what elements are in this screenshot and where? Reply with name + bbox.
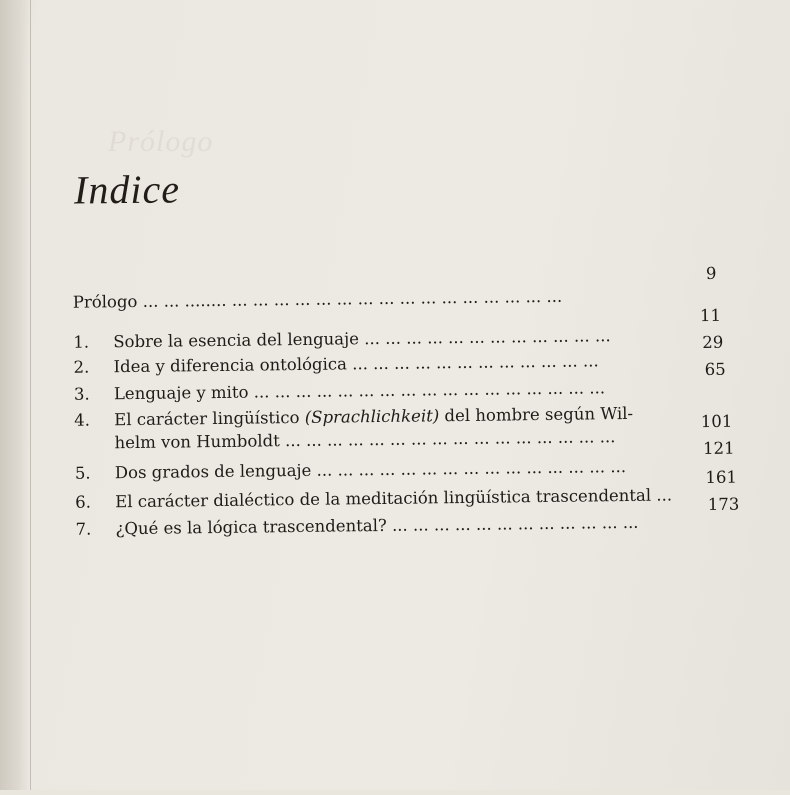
- toc-entry-number: 6.: [75, 492, 92, 512]
- toc-entry-label: Lenguaje y mito ... ... ... ... ... ... ... ... ... ... ... ... ... ... ... ... ...: [113, 378, 606, 404]
- toc-entry: [73, 351, 598, 377]
- toc-page-number: 121: [703, 438, 735, 459]
- toc-entry-label: helm von Humboldt ... ... ... ... ... ... ... ... ... ... ... ... ... ... ... ...: [114, 427, 616, 453]
- toc-page-number: 65: [704, 359, 726, 380]
- toc-entry-label: Dos grados de lenguaje ... ... ... ... ... ... ... ... ... ... ... ... ... ... ...: [114, 456, 627, 483]
- toc-entry-continuation: [114, 427, 615, 453]
- toc-page-number: 29: [702, 332, 724, 353]
- toc-entry-number: 3.: [73, 384, 90, 404]
- toc-entry-label: ¿Qué es la lógica trascendental? ... ... ... ... ... ... ... ... ... ... ... ...: [115, 512, 639, 539]
- toc-entry-label: El carácter dialéctico de la meditación lingüística trascendental ...: [115, 485, 673, 512]
- toc-entry-label: Prólogo ... ... ........ ... ... ... ... ... ... ... ... ... ... ... ... ... ... ... ...: [72, 286, 563, 312]
- toc-page-number: 101: [700, 411, 733, 432]
- toc-entry-label: Idea y diferencia ontológica ... ... ... ... ... ... ... ... ... ... ... ...: [113, 351, 599, 377]
- toc-entry-number: 7.: [75, 519, 92, 539]
- toc-entry-number: 2.: [73, 357, 90, 377]
- toc-page-number: 173: [707, 494, 740, 515]
- toc-entry-label: El carácter lingüístico: [114, 407, 305, 430]
- toc-entry-label: Sobre la esencia del lenguaje ... ... ... ... ... ... ... ... ... ... ... ...: [113, 326, 611, 352]
- toc-entry-label-italic: (Sprachlichkeit): [304, 406, 440, 427]
- toc-page-number: 161: [705, 467, 738, 488]
- toc-entry-number: 5.: [74, 463, 91, 483]
- page-title: Indice: [73, 166, 181, 213]
- toc-entry: [74, 404, 633, 431]
- toc-entry-number: 1.: [73, 332, 90, 352]
- toc-entry-label: del hombre según Wil-: [439, 403, 634, 426]
- toc-page-number: 9: [705, 263, 717, 284]
- show-through-text: Prólogo: [108, 125, 214, 158]
- toc-entry: [73, 326, 611, 353]
- toc-entry: [75, 513, 638, 540]
- toc-entry-number: 4.: [74, 410, 91, 430]
- toc-page-number: 11: [699, 305, 722, 326]
- toc-entry: [74, 378, 605, 404]
- toc-entry: [75, 485, 672, 512]
- toc-entry-prologue: [73, 287, 563, 313]
- toc-entry: [75, 457, 626, 484]
